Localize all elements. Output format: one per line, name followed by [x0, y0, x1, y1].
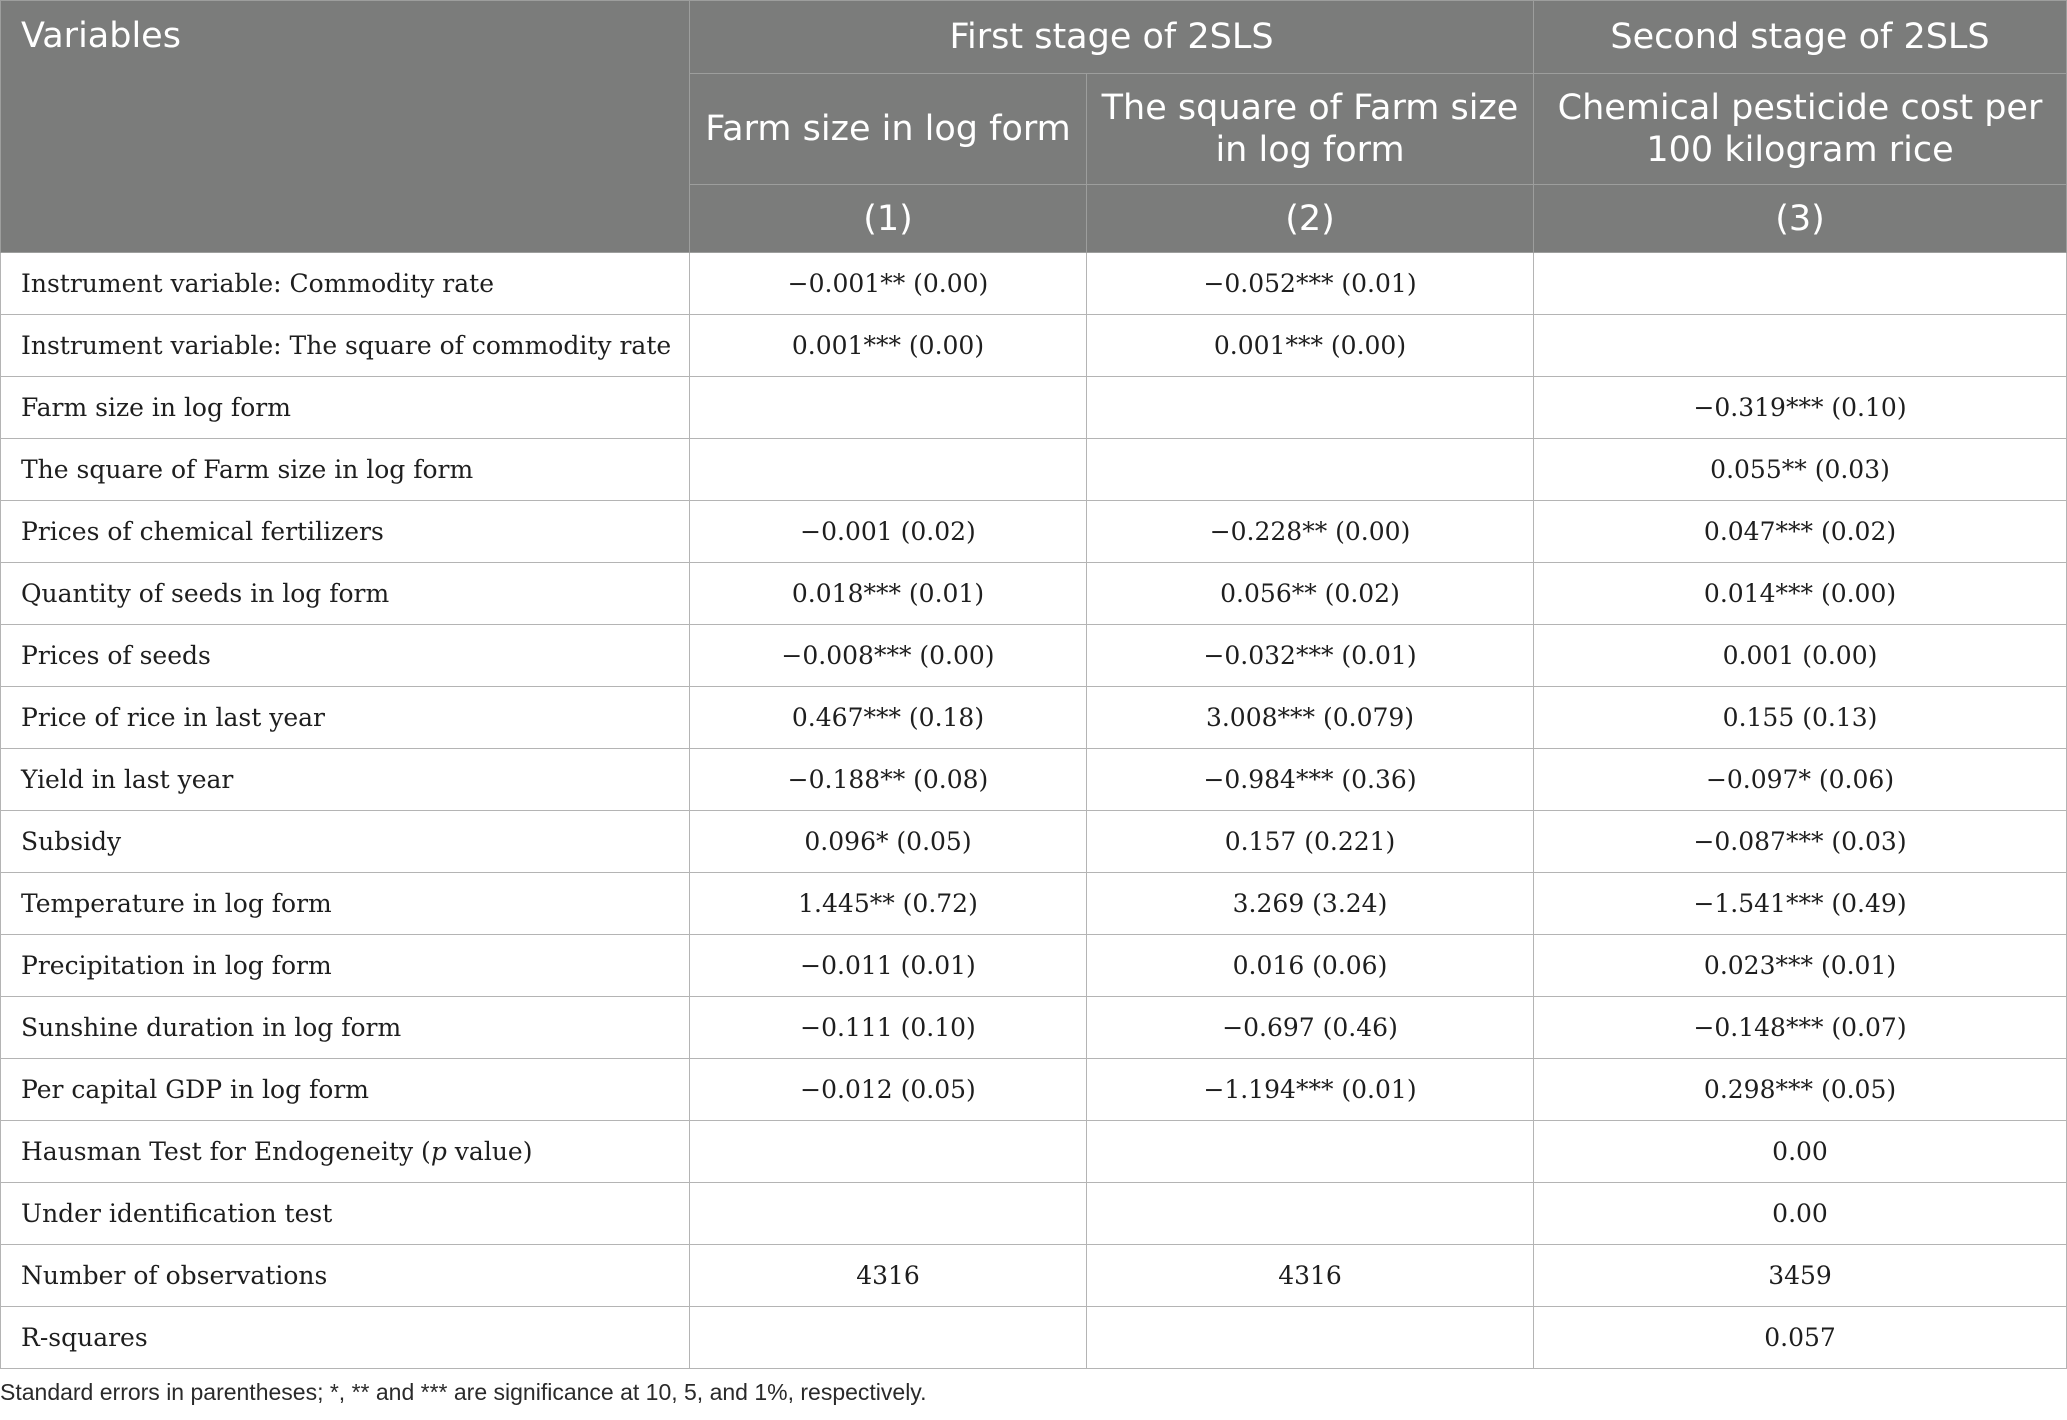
header-col1-title: Farm size in log form — [690, 74, 1087, 185]
cell-col1: −0.111 (0.10) — [690, 997, 1087, 1059]
variable-name: The square of Farm size in log form — [1, 439, 690, 501]
cell-col3: 0.023*** (0.01) — [1534, 935, 2067, 997]
cell-col3: 0.298*** (0.05) — [1534, 1059, 2067, 1121]
header-col3-number: (3) — [1534, 185, 2067, 253]
cell-col3: 0.047*** (0.02) — [1534, 501, 2067, 563]
cell-col2: 0.056** (0.02) — [1087, 563, 1534, 625]
cell-col3 — [1534, 315, 2067, 377]
table-row — [1, 377, 2067, 439]
cell-col2: 0.001*** (0.00) — [1087, 315, 1534, 377]
table-row — [1, 439, 2067, 501]
cell-col3: −0.319*** (0.10) — [1534, 377, 2067, 439]
cell-col3 — [1534, 253, 2067, 315]
table-footnote: Standard errors in parentheses; *, ** and *** are significance at 10, 5, and 1%, respectively. — [0, 1379, 927, 1405]
cell-col3: 3459 — [1534, 1245, 2067, 1307]
cell-col2 — [1087, 377, 1534, 439]
header-second-stage: Second stage of 2SLS — [1534, 1, 2067, 74]
variable-name: Sunshine duration in log form — [1, 997, 690, 1059]
variable-name: Temperature in log form — [1, 873, 690, 935]
table-row — [1, 1245, 2067, 1307]
cell-col3: −1.541*** (0.49) — [1534, 873, 2067, 935]
header-col3-title: Chemical pesticide cost per 100 kilogram rice — [1534, 74, 2067, 185]
cell-col1 — [690, 1183, 1087, 1245]
table-row — [1, 1307, 2067, 1369]
cell-col1: 0.018*** (0.01) — [690, 563, 1087, 625]
cell-col2: −0.228** (0.00) — [1087, 501, 1534, 563]
variable-name: Precipitation in log form — [1, 935, 690, 997]
variable-name: Quantity of seeds in log form — [1, 563, 690, 625]
variable-name: Per capital GDP in log form — [1, 1059, 690, 1121]
cell-col2 — [1087, 439, 1534, 501]
cell-col3: 0.055** (0.03) — [1534, 439, 2067, 501]
table-row — [1, 997, 2067, 1059]
cell-col1 — [690, 377, 1087, 439]
header-col2-title: The square of Farm size in log form — [1087, 74, 1534, 185]
cell-col1 — [690, 1307, 1087, 1369]
table-row — [1, 935, 2067, 997]
cell-col1 — [690, 439, 1087, 501]
cell-col1: 4316 — [690, 1245, 1087, 1307]
hausman-label-end: value) — [446, 1137, 533, 1166]
table-body — [1, 253, 2067, 1369]
cell-col1: 1.445** (0.72) — [690, 873, 1087, 935]
variable-name: Price of rice in last year — [1, 687, 690, 749]
variable-name: Prices of seeds — [1, 625, 690, 687]
cell-col2: −0.032*** (0.01) — [1087, 625, 1534, 687]
cell-col3: 0.001 (0.00) — [1534, 625, 2067, 687]
cell-col1: −0.188** (0.08) — [690, 749, 1087, 811]
cell-col3: 0.00 — [1534, 1183, 2067, 1245]
variable-name: Instrument variable: Commodity rate — [1, 253, 690, 315]
cell-col2: −0.052*** (0.01) — [1087, 253, 1534, 315]
cell-col3: 0.014*** (0.00) — [1534, 563, 2067, 625]
variable-name — [1, 1121, 690, 1183]
variable-name: R-squares — [1, 1307, 690, 1369]
variable-name: Instrument variable: The square of commodity rate — [1, 315, 690, 377]
variable-name: Under identification test — [1, 1183, 690, 1245]
table-row — [1, 1121, 2067, 1183]
hausman-label-start: Hausman Test for Endogeneity ( — [21, 1137, 431, 1166]
p-italic: p — [430, 1137, 447, 1166]
cell-col1: 0.467*** (0.18) — [690, 687, 1087, 749]
header-first-stage: First stage of 2SLS — [690, 1, 1534, 74]
cell-col1: −0.001 (0.02) — [690, 501, 1087, 563]
cell-col3: −0.087*** (0.03) — [1534, 811, 2067, 873]
cell-col2: −1.194*** (0.01) — [1087, 1059, 1534, 1121]
cell-col2: −0.984*** (0.36) — [1087, 749, 1534, 811]
table-row — [1, 687, 2067, 749]
table-row — [1, 501, 2067, 563]
table-header — [1, 1, 2067, 253]
table-row — [1, 315, 2067, 377]
cell-col2 — [1087, 1183, 1534, 1245]
cell-col1: 0.001*** (0.00) — [690, 315, 1087, 377]
cell-col1: 0.096* (0.05) — [690, 811, 1087, 873]
cell-col1 — [690, 1121, 1087, 1183]
header-col2-number: (2) — [1087, 185, 1534, 253]
cell-col2: 0.157 (0.221) — [1087, 811, 1534, 873]
variable-name: Number of observations — [1, 1245, 690, 1307]
cell-col1: −0.008*** (0.00) — [690, 625, 1087, 687]
cell-col2: 4316 — [1087, 1245, 1534, 1307]
variable-name: Prices of chemical fertilizers — [1, 501, 690, 563]
cell-col1: −0.001** (0.00) — [690, 253, 1087, 315]
cell-col2 — [1087, 1307, 1534, 1369]
cell-col3: 0.00 — [1534, 1121, 2067, 1183]
cell-col2: 3.269 (3.24) — [1087, 873, 1534, 935]
table-row — [1, 1059, 2067, 1121]
cell-col2: 3.008*** (0.079) — [1087, 687, 1534, 749]
cell-col2: 0.016 (0.06) — [1087, 935, 1534, 997]
header-variables: Variables — [1, 1, 690, 253]
variable-name: Subsidy — [1, 811, 690, 873]
cell-col2: −0.697 (0.46) — [1087, 997, 1534, 1059]
table-row — [1, 811, 2067, 873]
table-row — [1, 873, 2067, 935]
variable-name: Yield in last year — [1, 749, 690, 811]
cell-col3: −0.148*** (0.07) — [1534, 997, 2067, 1059]
table-row — [1, 563, 2067, 625]
header-col1-number: (1) — [690, 185, 1087, 253]
cell-col1: −0.011 (0.01) — [690, 935, 1087, 997]
cell-col3: −0.097* (0.06) — [1534, 749, 2067, 811]
cell-col3: 0.155 (0.13) — [1534, 687, 2067, 749]
table-row — [1, 1183, 2067, 1245]
variable-name: Farm size in log form — [1, 377, 690, 439]
cell-col3: 0.057 — [1534, 1307, 2067, 1369]
table-row — [1, 253, 2067, 315]
table-row — [1, 749, 2067, 811]
table-row — [1, 625, 2067, 687]
cell-col2 — [1087, 1121, 1534, 1183]
cell-col1: −0.012 (0.05) — [690, 1059, 1087, 1121]
